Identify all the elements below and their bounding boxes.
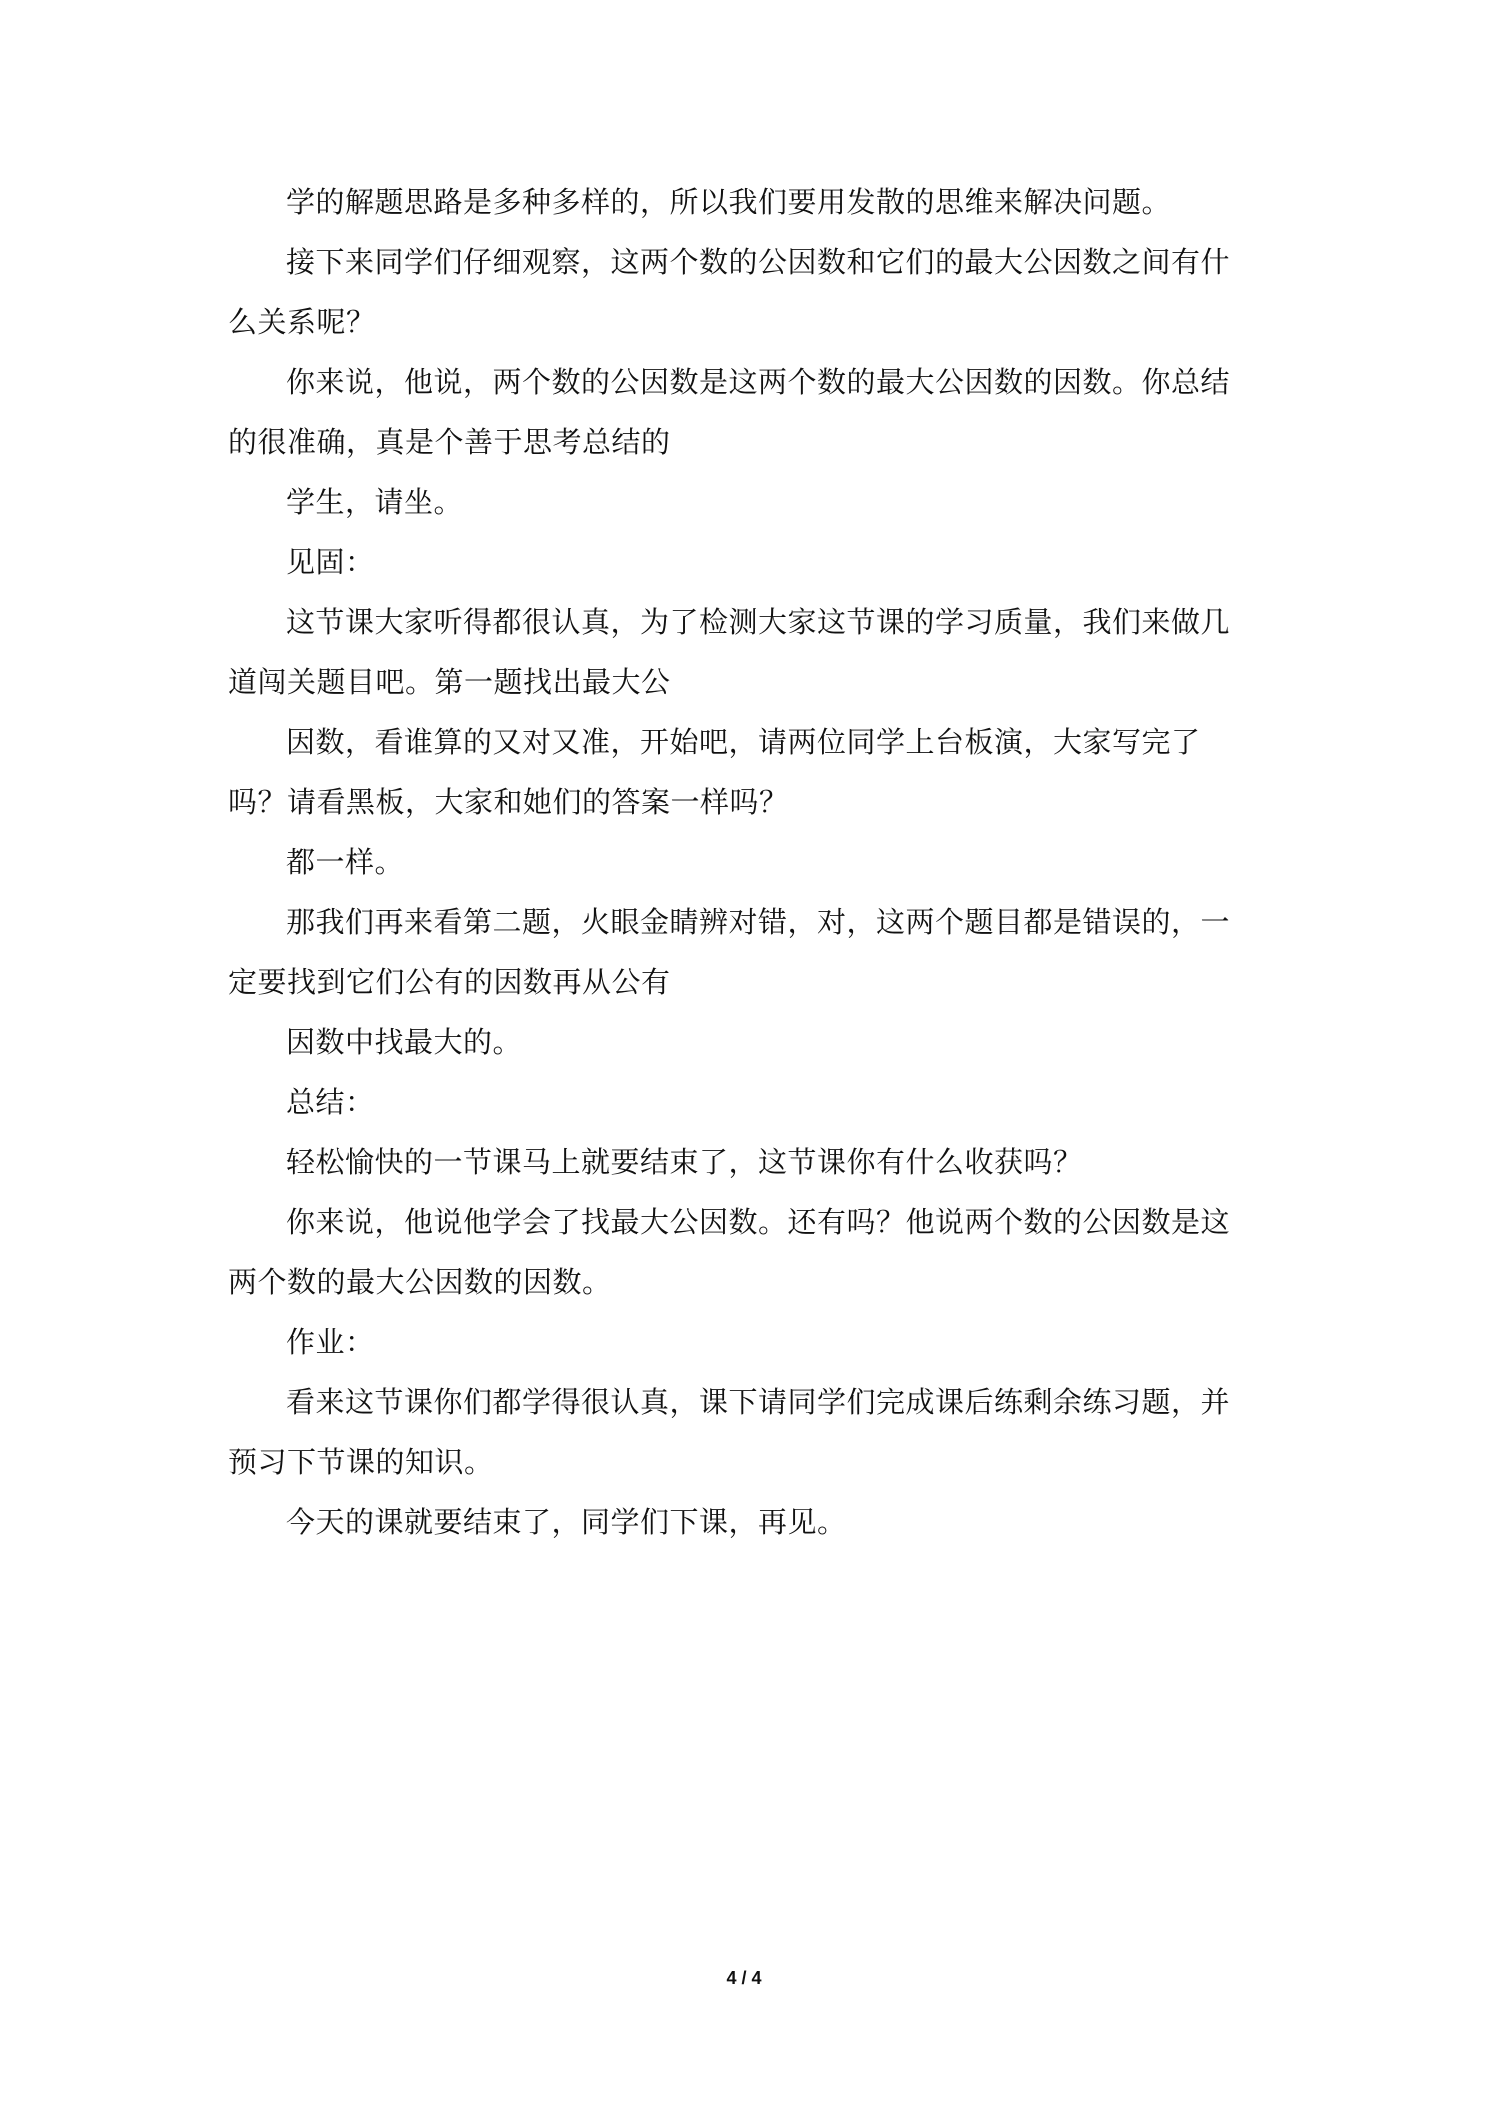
paragraph: 都一样。 bbox=[286, 845, 405, 879]
section-heading: 总结： bbox=[286, 1085, 375, 1119]
paragraph: 你来说，他说，两个数的公因数是这两个数的最大公因数的因数。你总结的很准确，真是个善于思考总结的 bbox=[228, 365, 1231, 459]
document-body bbox=[228, 172, 1258, 1552]
paragraph: 学的解题思路是多种多样的，所以我们要用发散的思维来解决问题。 bbox=[286, 185, 1172, 219]
section-heading: 见固： bbox=[286, 545, 375, 579]
paragraph: 因数中找最大的。 bbox=[286, 1025, 523, 1059]
paragraph: 接下来同学们仔细观察，这两个数的公因数和它们的最大公因数之间有什么关系呢？ bbox=[228, 245, 1231, 339]
paragraph: 学生，请坐。 bbox=[286, 485, 464, 519]
paragraph: 那我们再来看第二题，火眼金睛辨对错，对，这两个题目都是错误的，一定要找到它们公有的因数再从公有 bbox=[228, 905, 1231, 999]
paragraph: 今天的课就要结束了，同学们下课，再见。 bbox=[286, 1505, 847, 1539]
paragraph: 你来说，他说他学会了找最大公因数。还有吗？他说两个数的公因数是这两个数的最大公因数的因数。 bbox=[228, 1205, 1231, 1299]
paragraph: 因数，看谁算的又对又准，开始吧，请两位同学上台板演，大家写完了吗？请看黑板，大家和她们的答案一样吗？ bbox=[228, 725, 1201, 819]
section-heading: 作业： bbox=[286, 1325, 375, 1359]
paragraph: 看来这节课你们都学得很认真，课下请同学们完成课后练剩余练习题，并预习下节课的知识。 bbox=[228, 1385, 1231, 1479]
paragraph: 轻松愉快的一节课马上就要结束了，这节课你有什么收获吗？ bbox=[286, 1145, 1083, 1179]
paragraph: 这节课大家听得都很认真，为了检测大家这节课的学习质量，我们来做几道闯关题目吧。第一题找出最大公 bbox=[228, 605, 1231, 699]
page-number: 4 / 4 bbox=[726, 1968, 762, 1988]
